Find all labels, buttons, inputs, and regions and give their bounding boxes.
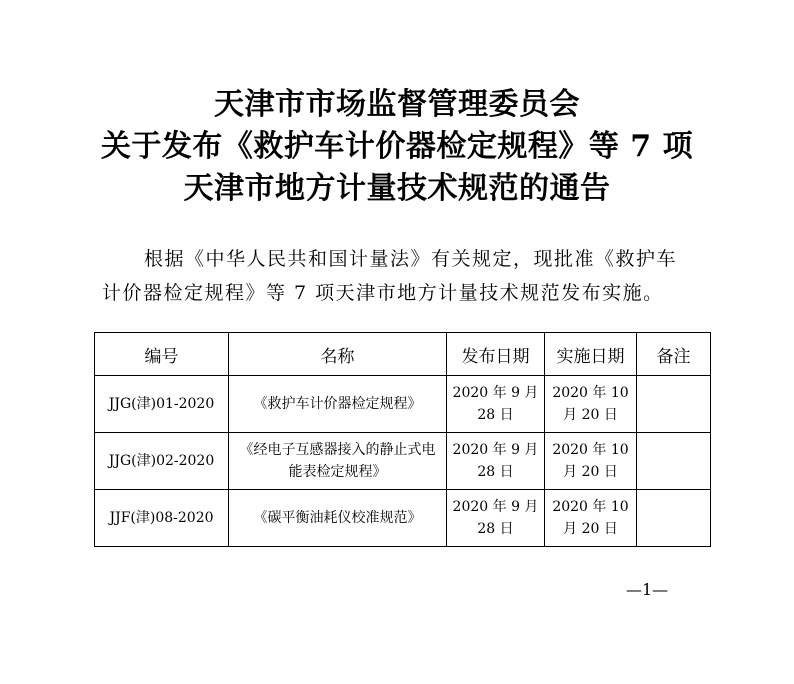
table-row [95, 376, 711, 433]
cell-publish-date: 2020 年 9 月 28 日 [447, 376, 545, 433]
cell-code: JJG(津)02-2020 [95, 433, 229, 490]
title-line-2: 关于发布《救护车计价器检定规程》等 7 项 [100, 129, 694, 164]
page-number: —1— [626, 580, 669, 599]
header-remark: 备注 [637, 333, 711, 376]
header-name: 名称 [229, 333, 447, 376]
cell-effective-date: 2020 年 10 月 20 日 [545, 376, 637, 433]
cell-name: 《经电子互感器接入的静止式电能表检定规程》 [229, 433, 447, 490]
header-code: 编号 [95, 333, 229, 376]
intro-line-1: 根据《中华人民共和国计量法》有关规定，现批准《救护车 [144, 248, 678, 270]
intro-paragraph [102, 242, 702, 310]
cell-effective-date: 2020 年 10 月 20 日 [545, 433, 637, 490]
cell-remark [637, 376, 711, 433]
cell-publish-date: 2020 年 9 月 28 日 [447, 433, 545, 490]
cell-publish-date: 2020 年 9 月 28 日 [447, 490, 545, 547]
document-title [0, 84, 794, 210]
title-line-1: 天津市市场监督管理委员会 [214, 87, 580, 122]
cell-code: JJF(津)08-2020 [95, 490, 229, 547]
table-row [95, 490, 711, 547]
cell-remark [637, 490, 711, 547]
title-line-3: 天津市地方计量技术规范的通告 [183, 171, 611, 206]
cell-remark [637, 433, 711, 490]
cell-name: 《救护车计价器检定规程》 [229, 376, 447, 433]
cell-effective-date: 2020 年 10 月 20 日 [545, 490, 637, 547]
header-effective-date: 实施日期 [545, 333, 637, 376]
header-publish-date: 发布日期 [447, 333, 545, 376]
table-row [95, 433, 711, 490]
cell-name: 《碳平衡油耗仪校准规范》 [229, 490, 447, 547]
cell-code: JJG(津)01-2020 [95, 376, 229, 433]
intro-line-2: 计价器检定规程》等 7 项天津市地方计量技术规范发布实施。 [102, 282, 664, 304]
table-header-row [95, 333, 711, 376]
spec-table [94, 332, 711, 547]
